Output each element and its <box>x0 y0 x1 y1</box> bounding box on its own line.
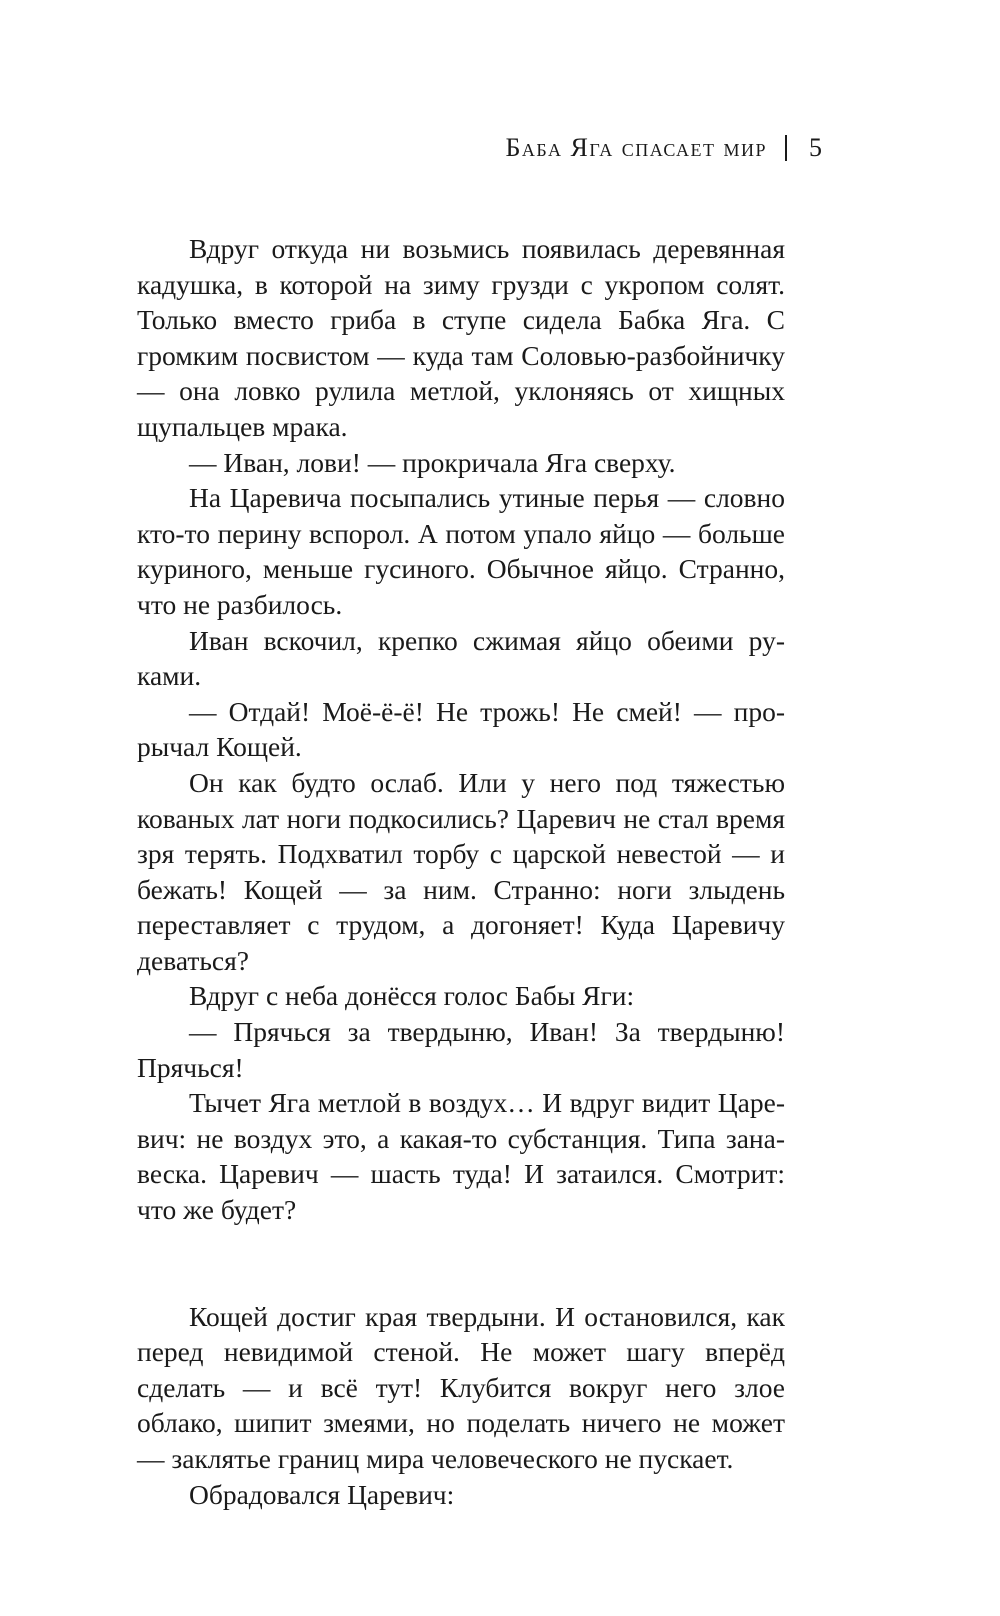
body-text <box>137 231 785 1512</box>
paragraph: — Прячься за твердыню, Иван! За твердыню! Прячься! <box>137 1016 785 1083</box>
paragraph: Обрадовался Царевич: <box>189 1478 455 1510</box>
paragraph: Тычет Яга метлой в воздух… И вдруг видит Царевич: не воздух это, а какая-то субстанция. Типа занавеска. Царевич — шасть туда! И затаился. Смотрит: что же будет? <box>137 1087 785 1226</box>
book-title: Баба Яга спасает мир <box>505 133 767 162</box>
paragraph: Он как будто ослаб. Или у него под тяжестью кованых лат ноги подкосились? Царевич не стал время зря терять. Подхватил торбу с царской невестой — и бежать! Кощей — за ним. Странно: ноги злыдень переставляет с трудом, а догоняет! Куда Царевичу деваться? <box>137 766 785 976</box>
paragraph: Иван вскочил, крепко сжимая яйцо обеими руками. <box>137 624 785 692</box>
paragraph: Вдруг с неба донёсся голос Бабы Яги: <box>189 980 635 1012</box>
page-number: 5 <box>809 133 822 162</box>
paragraph: Вдруг откуда ни возьмись появилась деревянная кадушка, в которой на зиму грузди с укропом солят. Только вместо гриба в ступе сидела Бабка Яга. С громким посвистом — куда там Соловью-разбойничку — она ловко рулила метлой, уклоняясь от хищных щупальцев мрака. <box>137 233 785 442</box>
header-separator <box>785 135 787 161</box>
paragraph: — Иван, лови! — прокричала Яга сверху. <box>189 446 676 478</box>
section-break <box>137 1228 785 1299</box>
paragraph: — Отдай! Моё-ё-ё! Не трожь! Не смей! — прорычал Кощей. <box>137 695 785 763</box>
paragraph: На Царевича посыпались утиные перья — словно кто-то перину вспорол. А потом упало яйцо — больше куриного, меньше гусиного. Обычное яйцо. Странно, что не разбилось. <box>137 482 785 620</box>
running-header <box>505 132 822 164</box>
paragraph: Кощей достиг края твердыни. И остановился, как перед невидимой стеной. Не может шагу вперёд сделать — и всё тут! Клубится вокруг него злое облако, шипит змеями, но поделать ничего не может — заклятье границ мира человеческого не пускает. <box>137 1300 785 1474</box>
